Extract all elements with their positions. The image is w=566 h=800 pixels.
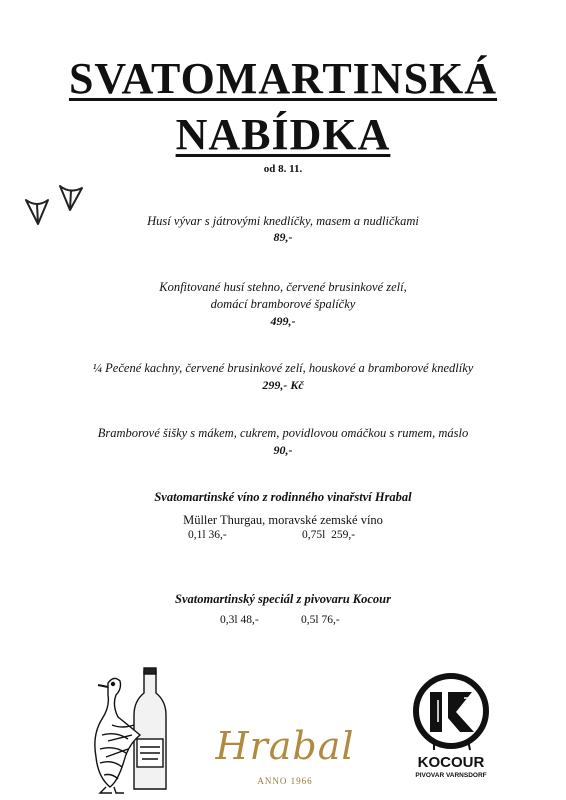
wine-heading: Svatomartinské víno z rodinného vinařství Hrabal <box>154 490 412 504</box>
beer-price-large: 0,5l 76,- <box>301 614 340 626</box>
date-subtitle: od 8. 11. <box>263 163 303 175</box>
hrabal-logo <box>205 724 365 794</box>
page-title-line2: NABÍDKA <box>175 110 391 159</box>
menu-item-2-name-line1: Konfitované husí stehno, červené brusinkové zelí, <box>159 280 407 294</box>
wine-price-large: 0,75l 259,- <box>302 529 356 541</box>
goose-bottle-illustration <box>88 665 188 795</box>
kocour-logo-name: KOCOUR <box>417 754 485 771</box>
hrabal-logo-since: ANNO 1966 <box>257 776 313 786</box>
kocour-logo <box>408 670 494 792</box>
menu-item-1-price: 89,- <box>273 230 293 244</box>
hrabal-logo-name: Hrabal <box>215 724 355 768</box>
page-title-line1: SVATOMARTINSKÁ <box>68 54 498 103</box>
menu-item-4-name: Bramborové šišky s mákem, cukrem, povidlovou omáčkou s rumem, máslo <box>97 426 469 440</box>
menu-item-4-price: 90,- <box>273 443 293 457</box>
beer-heading: Svatomartinský speciál z pivovaru Kocour <box>175 592 391 606</box>
wine-price-small: 0,1l 36,- <box>188 529 227 541</box>
menu-item-2-price: 499,- <box>270 314 296 328</box>
menu-item-2-name-line2: domácí bramborové špalíčky <box>210 297 356 311</box>
kocour-logo-sub: PIVOVAR VARNSDORF <box>415 772 487 779</box>
menu-item-3-name: ¼ Pečené kachny, červené brusinkové zelí, houskové a bramborové knedlíky <box>92 361 474 375</box>
menu-item-3-price: 299,- Kč <box>262 378 304 392</box>
menu-item-1-name: Husí vývar s játrovými knedlíčky, masem a nudličkami <box>147 214 419 228</box>
kocour-cat-icon <box>408 670 494 752</box>
wine-description: Müller Thurgau, moravské zemské víno <box>183 513 383 527</box>
beer-price-small: 0,3l 48,- <box>220 614 259 626</box>
